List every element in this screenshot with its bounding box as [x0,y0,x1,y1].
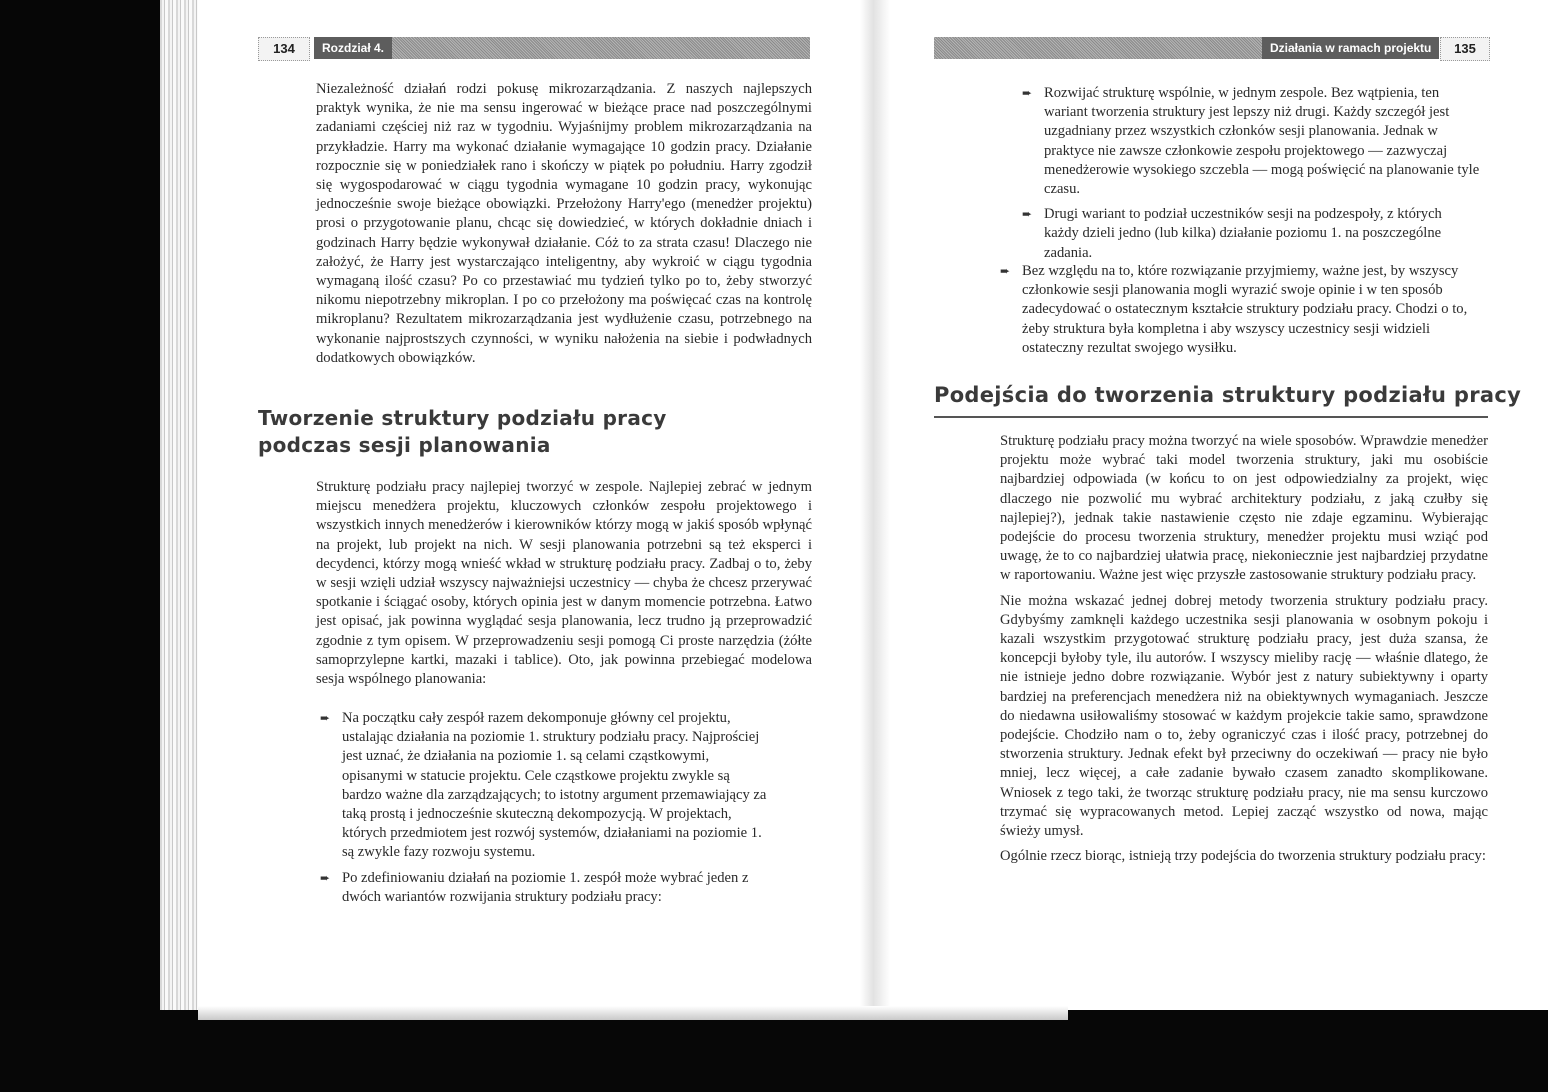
right-paragraphs [1000,432,1488,866]
bullet-text: Na początku cały zespół razem dekomponuje główny cel projektu, ustalając działania na poziomie 1. struktury podziału pracy. Najprościej jest uznać, że działania na poziomie 1. są celami cząstkowymi, opisanymi w statucie projektu. Cele cząstkowe projektu zwykle są bardzo ważne dla zarządzających; to istotny argument przemawiający za taką prostą i jednocześnie skuteczną dekompozycją. W projektach, których przedmiotem jest rozwój systemów, działaniami na poziomie 1. są zwykle fazy rozwoju systemu. [342,710,767,861]
right-page-number: 135 [1440,37,1490,61]
right-section-heading [934,380,1522,418]
arrow-bullet-icon: ➨ [1022,207,1033,222]
left-bullet-list [320,709,772,907]
heading-line-1: Tworzenie struktury podziału pracy [258,406,667,430]
left-paragraph-2: Strukturę podziału pracy najlepiej tworzyć w zespole. Najlepiej zebrać w jednym miejscu menedżera projektu, kluczowych członków zespołu projektowego i wszystkich innych menedżerów i kierowników którzy mogą w jakiś sposób wpłynąć na projekt, lub projekt na nich. W sesji planowania potrzebni są też eksperci i decydenci, którzy mogą wnieść wkład w strukturę podziału pracy. Zadbaj o to, żeby w sesji wzięli udział wszyscy najważniejsi uczestnicy — chyba że chcesz przerywać spotkanie i ściągać osoby, których opinia jest w danym momencie potrzebna. Łatwo jest opisać, jak powinna wyglądać sesja planowania, lecz trudno ją przeprowadzić zgodnie z tym opisem. W przeprowadzeniu sesji pomogą Ci proste narzędzia (żółte samoprzylepne kartki, mazaki i tablice). Oto, jak powinna przebiegać modelowa sesja wspólnego planowania: [316,479,812,688]
right-paragraph-1: Strukturę podziału pracy można tworzyć na wiele sposobów. Wprawdzie menedżer projektu może wybrać taki model tworzenia struktury, jaki mu osobiście najbardziej odpowiada (w końcu to on jest odpowiedzialny za projekt, więc dlaczego nie pozwolić mu wybrać architektury podziału, z jaką czułby się najlepiej?), jednak takie nastawienie często nie zdaje egzaminu. Wybierając podejście do procesu tworzenia struktury, menedżer projektu musi wziąć pod uwagę, że to co najbardziej ułatwia pracę, niekoniecznie jest najbardziej przydatne w raportowaniu. Ważne jest więc przyszłe zastosowanie struktury podziału pracy. [1000,433,1488,584]
left-chapter-label: Rozdział 4. [314,37,392,59]
list-item [1022,84,1480,199]
right-bullet [1000,262,1476,358]
page-edges [160,0,198,1050]
arrow-bullet-icon: ➨ [320,870,331,885]
arrow-bullet-icon: ➨ [1022,86,1033,100]
right-paragraph-3: Ogólnie rzecz biorąc, istnieją trzy podejścia do tworzenia struktury podziału pracy: [1000,848,1486,865]
list-item [1022,205,1480,263]
right-sub-bullet-list [1022,84,1480,263]
bullet-text: Bez względu na to, które rozwiązanie przyjmiemy, ważne jest, by wszyscy członkowie sesji planowania mogli wyrazić swoje opinie i w ten sposób zadecydować o ostatecznym kształcie struktury podziału pracy. Chodzi o to, żeby struktura była kompletna i aby wszyscy uczestnicy sesji widzieli ostateczny rezultat swojego wysiłku. [1022,263,1468,356]
right-paragraph-2: Nie można wskazać jednej dobrej metody tworzenia struktury podziału pracy. Gdybyśmy zamknęli każdego uczestnika sesji planowania w osobnym pokoju i kazali wszystkim przygotować strukturę podziału pracy, jest duża szansa, że koncepcji byłoby tyle, ilu autorów. I wszyscy mieliby rację — właśnie dlatego, że nie istnieje jedno dobre rozwiązanie. Wybór jest z natury subiektywny i oparty bardziej na preferencjach menedżera niż na obiektywnych wymaganiach. Jeszcze do niedawna usiłowaliśmy stosować w każdym projekcie takie samo, sprawdzone podejście. Chodziło nam o to, żeby ograniczyć czas i ilość pracy, potrzebnej do stworzenia struktury. Jednak efekt był przeciwny do oczekiwań — pracy nie było mniej, lecz więcej, a całe zadanie bywało czasem zanadto skomplikowane. Wniosek z tego taki, że tworząc strukturę podziału pracy, nie ma sensu kurczowo trzymać się wypracowanych metod. Lepiej zacząć wszystko od nowa, mając świeży umysł. [1000,592,1488,840]
left-paragraph-1-block [316,80,812,368]
list-item [320,709,772,863]
left-paragraph-2-block [316,478,812,689]
arrow-bullet-icon: ➨ [320,711,331,725]
bullet-text: Rozwijać strukturę wspólnie, w jednym zespole. Bez wątpienia, ten wariant tworzenia struktury jest lepszy niż drugi. Każdy szczegół jest uzgadniany przez wszystkich członków sesji planowania. Jednak w praktyce nie zawsze członkowie zespołu projektowego — zazwyczaj menedżerowie wysokiego szczebla — mogą poświęcić na planowanie tyle czasu. [1044,85,1480,198]
left-paragraph-1: Niezależność działań rodzi pokusę mikrozarządzania. Z naszych najlepszych praktyk wynika, że nie ma sensu ingerować w bieżące prace nad poszczególnymi zadaniami częściej niż raz w tygodniu. Wyjaśnijmy problem mikrozarządzania na przykładzie. Harry ma wykonać działanie wymagające 10 godzin pracy. Działanie rozpocznie się w poniedziałek rano i skończy w piątek po południu. Harry zgodził się wygospodarować w ciągu tygodnia wymagane 10 godzin pracy, wykonując jednocześnie swoje bieżące obowiązki. Przełożony Harry'ego (menedżer projektu) prosi o przygotowanie planu, chcąc się dowiedzieć, w których dokładnie dniach i godzinach Harry będzie wykonywał działanie. Cóż to za strata czasu! Dlaczego nie założyć, że Harry jest wystarczająco inteligentny, aby wykroić w ciągu tygodnia wymaganą ilość czasu? Po co przestawiać mu tydzień tylko po to, żeby stworzyć nikomu niepotrzebny mikroplan. I po co przełożony ma poświęcać czas na kontrolę mikroplanu? Rezultatem mikrozarządzania jest wydłużenie czasu, potrzebnego na wykonanie najprostszych czynności, w wyniku nałożenia na siebie i podwładnych dodatkowych obowiązków. [316,81,812,366]
scan-background-bottom [0,1010,1548,1092]
list-item [320,869,772,907]
arrow-bullet-icon: ➨ [1000,264,1011,278]
heading-line-2: podczas sesji planowania [258,433,551,457]
list-item [1000,262,1476,358]
bullet-text: Drugi wariant to podział uczestników sesji na podzespoły, z których każdy dzieli jedno (lub kilka) działanie poziomu 1. na poszczególne zadania. [1044,206,1442,261]
bullet-text: Po zdefiniowaniu działań na poziomie 1. zespół może wybrać jeden z dwóch wariantów rozwijania struktury podziału pracy: [342,869,749,905]
right-chapter-label: Działania w ramach projektu [1262,37,1439,59]
left-page-number: 134 [258,37,310,61]
page-bottom-edge [198,1006,1068,1020]
left-section-heading [258,405,818,459]
book-gutter [860,0,890,1010]
heading: Podejścia do tworzenia struktury podziału pracy [934,383,1522,407]
scan-background-left [0,0,160,1092]
